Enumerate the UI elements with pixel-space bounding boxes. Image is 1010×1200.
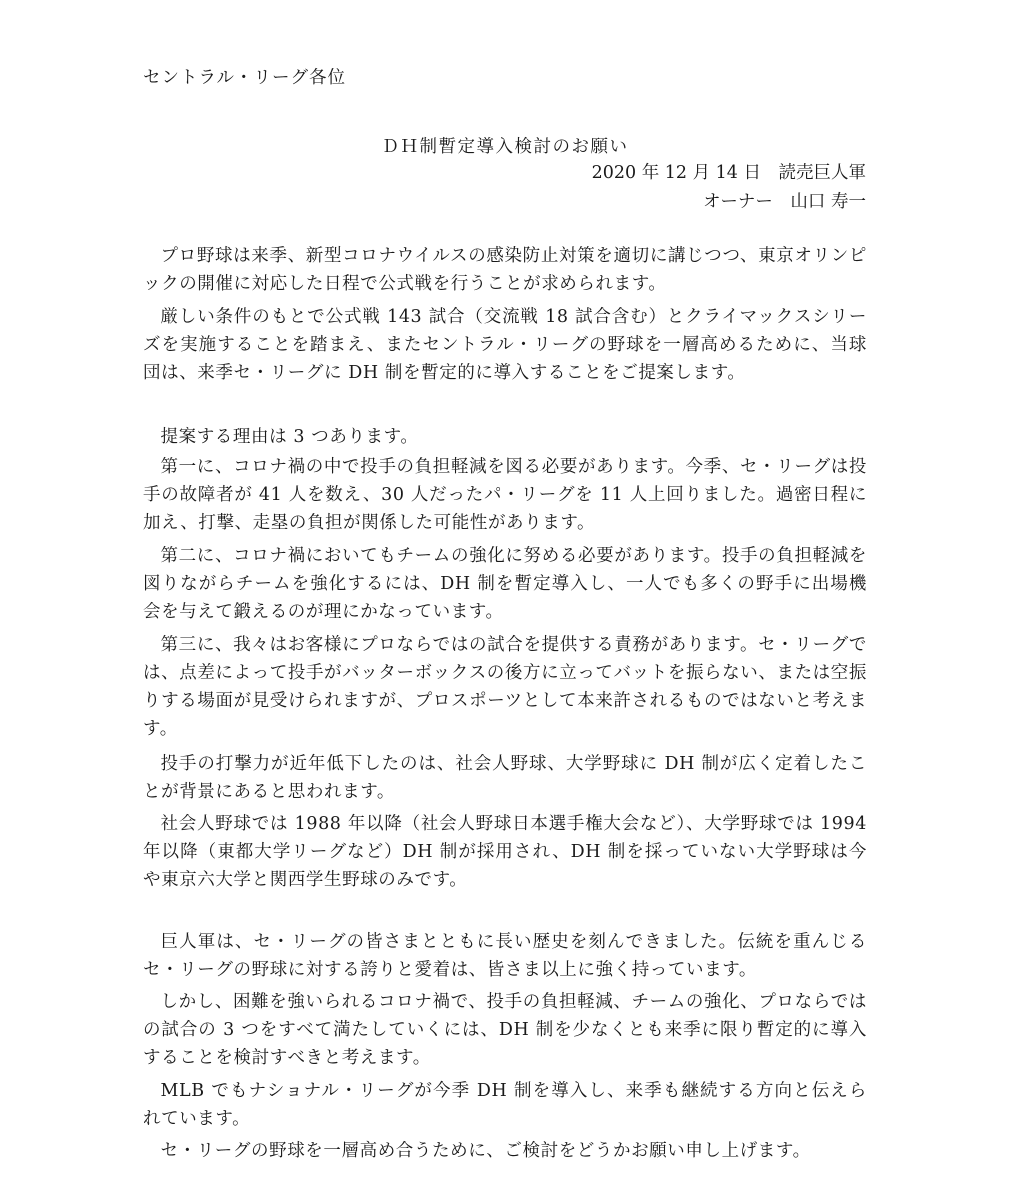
signatory: オーナー 山口 寿一 — [702, 192, 866, 212]
paragraph: セ・リーグの野球を一層高め合うために、ご検討をどうかお願い申し上げます。 — [160, 1141, 811, 1161]
paragraph: 第二に、コロナ禍においてもチームの強化に努める必要があります。投手の負担軽減を図りながらチームを強化するには、DH 制を暫定導入し、一人でも多くの野手に出場機会を与えて鍛えるのが理にかなっています。 — [143, 546, 867, 622]
paragraph: 社会人野球では 1988 年以降（社会人野球日本選手権大会など）、大学野球では 1994 年以降（東都大学リーグなど）DH 制が採用され、DH 制を採っていない大学野球は今や東京六大学と関西学生野球のみです。 — [143, 814, 867, 890]
paragraph: 提案する理由は 3 つあります。 — [160, 427, 419, 447]
paragraph: プロ野球は来季、新型コロナウイルスの感染防止対策を適切に講じつつ、東京オリンピックの開催に対応した日程で公式戦を行うことが求められます。 — [143, 246, 867, 294]
letter-title: ＤＨ制暫定導入検討のお願い — [381, 137, 629, 157]
paragraph: 第一に、コロナ禍の中で投手の負担軽減を図る必要があります。今季、セ・リーグは投手の故障者が 41 人を数え、30 人だったパ・リーグを 11 人上回りました。過密日程に加え、打撃、走塁の負担が関係した可能性があります。 — [143, 457, 867, 533]
paragraph: 厳しい条件のもとで公式戦 143 試合（交流戦 18 試合含む）とクライマックスシリーズを実施することを踏まえ、またセントラル・リーグの野球を一層高めるために、当球団は、来季セ・リーグに DH 制を暫定的に導入することをご提案します。 — [143, 307, 867, 383]
date-and-sender: 2020 年 12 月 14 日 読売巨人軍 — [591, 163, 866, 183]
addressee: セントラル・リーグ各位 — [143, 68, 346, 88]
paragraph: しかし、困難を強いられるコロナ禍で、投手の負担軽減、チームの強化、プロならではの試合の 3 つをすべて満たしていくには、DH 制を少なくとも来季に限り暫定的に導入することを検討すべきと考えます。 — [143, 992, 867, 1068]
paragraph: 巨人軍は、セ・リーグの皆さまとともに長い歴史を刻んできました。伝統を重んじるセ・リーグの野球に対する誇りと愛着は、皆さま以上に強く持っています。 — [143, 932, 867, 980]
paragraph: 投手の打撃力が近年低下したのは、社会人野球、大学野球に DH 制が広く定着したことが背景にあると思われます。 — [143, 754, 867, 802]
paragraph: MLB でもナショナル・リーグが今季 DH 制を導入し、来季も継続する方向と伝えられています。 — [143, 1081, 867, 1129]
paragraph: 第三に、我々はお客様にプロならではの試合を提供する責務があります。セ・リーグでは、点差によって投手がバッターボックスの後方に立ってバットを振らない、または空振りする場面が見受けられますが、プロスポーツとして本来許されるものではないと考えます。 — [143, 635, 867, 739]
